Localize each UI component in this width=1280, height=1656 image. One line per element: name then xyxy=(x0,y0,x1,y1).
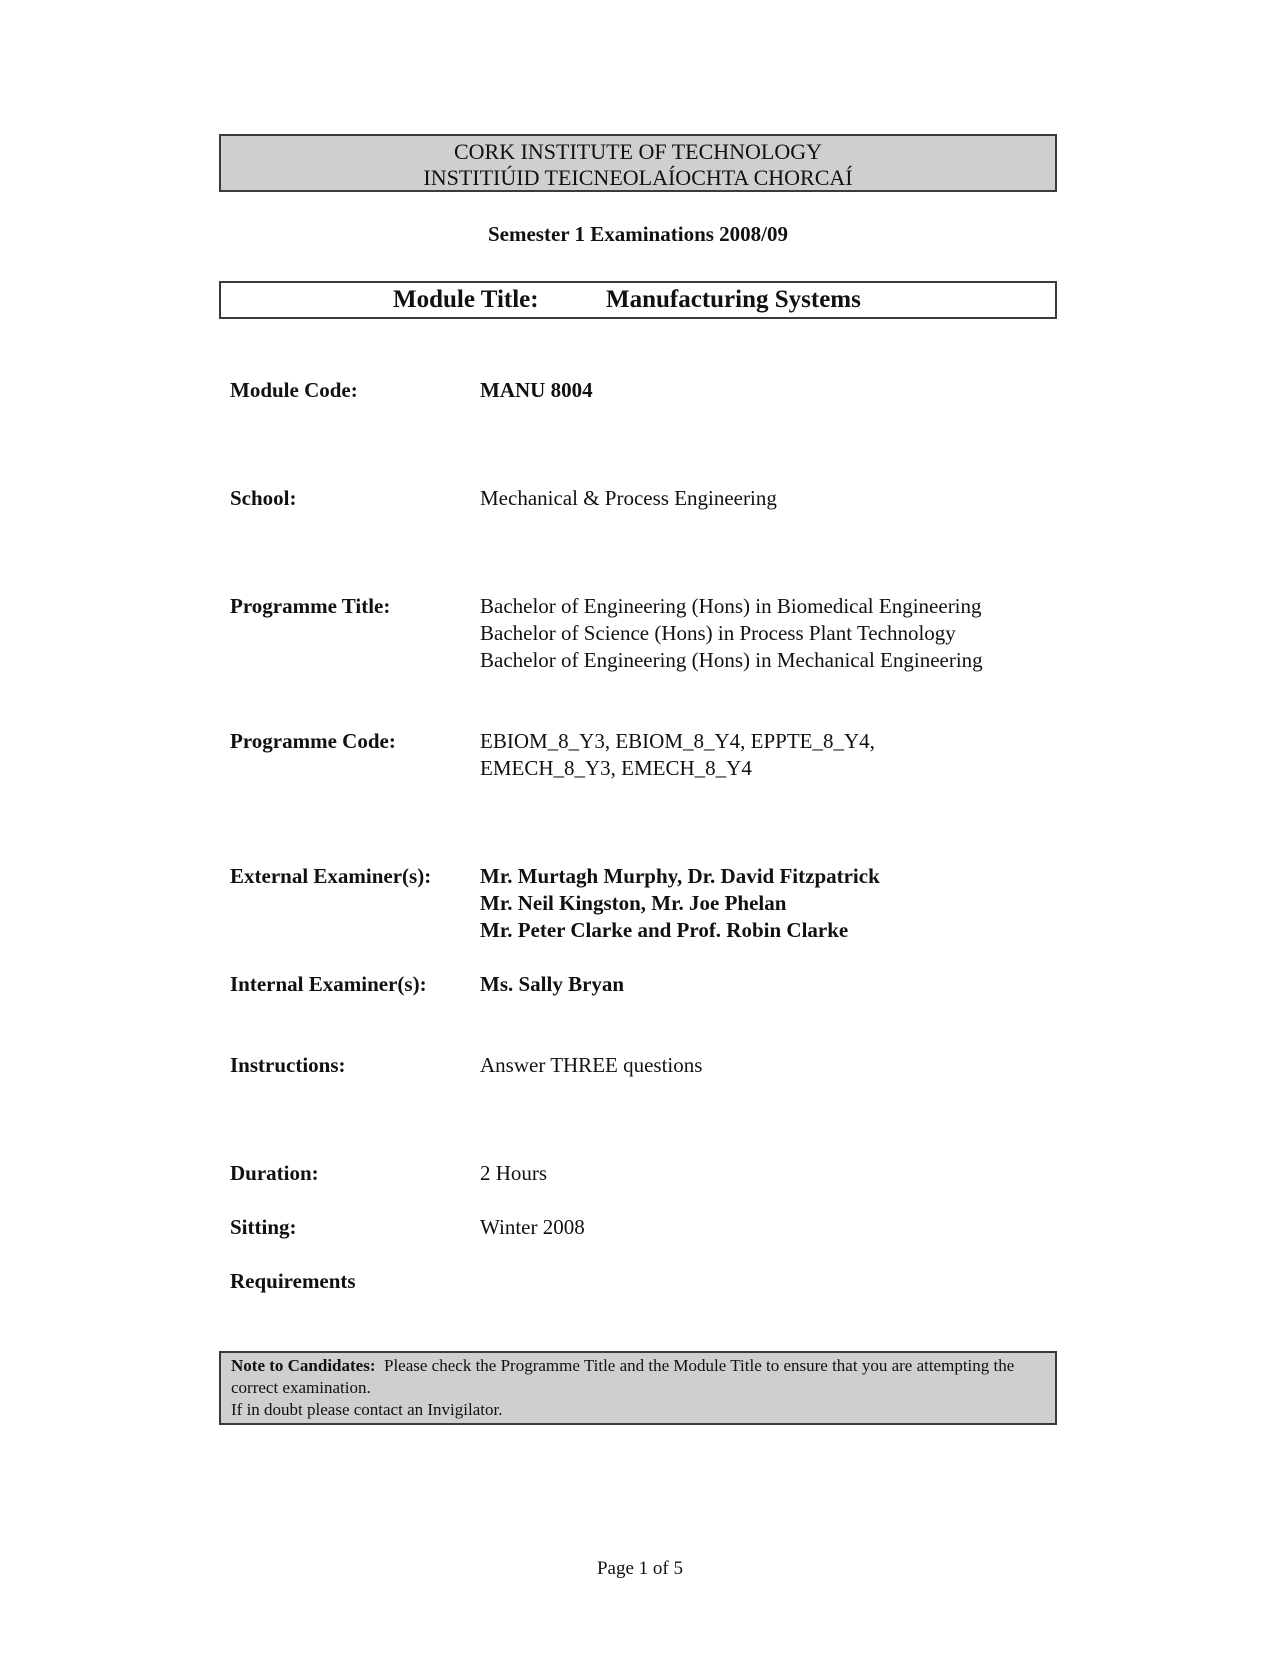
page-number: Page 1 of 5 xyxy=(596,1558,683,1579)
internal-examiners-value: Ms. Sally Bryan xyxy=(480,972,625,996)
external-examiners-values xyxy=(480,863,880,944)
institute-name-english: CORK INSTITUTE OF TECHNOLOGY xyxy=(453,139,823,164)
programme-code-line: EBIOM_8_Y3, EBIOM_8_Y4, EPPTE_8_Y4, xyxy=(480,729,875,753)
note-line2: If in doubt please contact an Invigilator. xyxy=(231,1400,503,1419)
module-code-value: MANU 8004 xyxy=(480,378,593,402)
note-label: Note to Candidates: xyxy=(231,1356,376,1375)
note-to-candidates-box xyxy=(219,1351,1057,1425)
external-examiner-line: Mr. Neil Kingston, Mr. Joe Phelan xyxy=(480,891,787,915)
external-examiner-line: Mr. Murtagh Murphy, Dr. David Fitzpatrick xyxy=(480,864,880,888)
duration-label: Duration: xyxy=(230,1161,319,1185)
programme-title-label: Programme Title: xyxy=(230,594,391,618)
programme-title-values xyxy=(480,593,983,674)
programme-code-line: EMECH_8_Y3, EMECH_8_Y4 xyxy=(480,756,752,780)
sitting-label: Sitting: xyxy=(230,1215,297,1239)
module-title-label: Module Title: xyxy=(393,286,539,313)
exam-semester: Semester 1 Examinations 2008/09 xyxy=(487,222,789,246)
duration-value: 2 Hours xyxy=(480,1161,548,1185)
institute-name-irish: INSTITIÚID TEICNEOLAÍOCHTA CHORCAÍ xyxy=(423,165,853,190)
sitting-value: Winter 2008 xyxy=(480,1215,585,1239)
external-examiner-line: Mr. Peter Clarke and Prof. Robin Clarke xyxy=(480,918,849,942)
requirements-label: Requirements xyxy=(230,1269,356,1293)
programme-title-line: Bachelor of Engineering (Hons) in Biomedical Engineering xyxy=(480,594,982,618)
internal-examiners-label: Internal Examiner(s): xyxy=(230,972,427,996)
institute-header xyxy=(219,134,1057,192)
programme-title-line: Bachelor of Engineering (Hons) in Mechanical Engineering xyxy=(480,648,983,672)
instructions-value: Answer THREE questions xyxy=(480,1053,703,1077)
instructions-label: Instructions: xyxy=(230,1053,346,1077)
module-title-box xyxy=(219,281,1057,319)
programme-code-label: Programme Code: xyxy=(230,729,396,753)
programme-code-values xyxy=(480,728,875,782)
note-text: Please check the Programme Title and the Module Title to ensure that you are attempting the correct examination. xyxy=(231,1356,1015,1397)
module-title-value: Manufacturing Systems xyxy=(606,286,861,313)
school-label: School: xyxy=(230,486,297,510)
school-value: Mechanical & Process Engineering xyxy=(480,486,777,510)
programme-title-line: Bachelor of Science (Hons) in Process Plant Technology xyxy=(480,621,956,645)
external-examiners-label: External Examiner(s): xyxy=(230,864,432,888)
note-text-block xyxy=(231,1355,1045,1399)
module-code-label: Module Code: xyxy=(230,378,358,402)
